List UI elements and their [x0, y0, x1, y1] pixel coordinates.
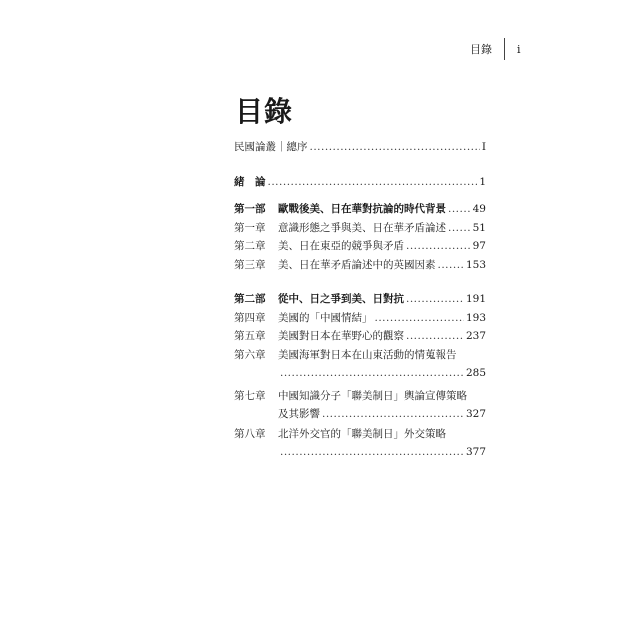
toc-entry-part-1[interactable]	[234, 204, 486, 215]
entry-page: 237	[465, 330, 486, 342]
entry-title: 美、日在華矛盾論述中的英國因素	[278, 258, 436, 271]
entry-page: 193	[465, 311, 486, 324]
entry-title: 從中、日之爭到美、日對抗	[278, 293, 404, 305]
entry-page: 153	[465, 258, 486, 271]
entry-number: 第一章	[234, 221, 266, 234]
entry-page: 327	[465, 408, 486, 420]
entry-label: 民國論叢｜總序	[234, 141, 308, 153]
dot-leader	[268, 177, 478, 188]
dot-leader	[310, 142, 480, 153]
toc-entry-chapter-5[interactable]	[234, 331, 486, 342]
toc-entry-chapter-6[interactable]	[234, 350, 486, 361]
toc-entry-series-preface[interactable]	[234, 142, 486, 153]
toc-entry-chapter-8-page-line[interactable]	[234, 447, 486, 458]
dot-leader	[406, 331, 464, 342]
entry-title: 北洋外交官的「聯美制日」外交策略	[278, 427, 446, 440]
toc-entry-chapter-3[interactable]	[234, 260, 486, 271]
header-title: 目錄	[470, 43, 492, 56]
entry-number: 第六章	[234, 348, 266, 361]
entry-page: 49	[472, 203, 486, 215]
entry-page: 377	[465, 446, 486, 458]
entry-number: 第一部	[234, 203, 266, 215]
dot-leader	[406, 241, 471, 252]
header-page-number: i	[517, 42, 521, 56]
entry-title: 美國對日本在華野心的觀察	[278, 330, 404, 342]
toc-entry-chapter-2[interactable]	[234, 241, 486, 252]
entry-page: 191	[465, 293, 486, 305]
entry-title: 歐戰後美、日在華對抗論的時代背景	[278, 203, 446, 215]
header-divider	[504, 38, 505, 60]
entry-page: I	[481, 141, 486, 153]
entry-title: 意識形態之爭與美、日在華矛盾論述	[278, 221, 446, 234]
entry-number: 第八章	[234, 427, 266, 440]
dot-leader	[280, 368, 464, 379]
toc-entry-introduction[interactable]	[234, 177, 486, 188]
toc-entry-chapter-4[interactable]	[234, 313, 486, 324]
dot-leader	[280, 447, 464, 458]
toc-entry-chapter-8[interactable]	[234, 429, 486, 440]
table-of-contents	[234, 138, 486, 458]
entry-number: 第二部	[234, 293, 266, 305]
entry-number: 第七章	[234, 389, 266, 402]
entry-page: 51	[472, 221, 486, 234]
toc-entry-chapter-6-page-line[interactable]	[234, 368, 486, 379]
entry-page: 285	[465, 367, 486, 379]
dot-leader	[322, 409, 464, 420]
dot-leader	[406, 294, 464, 305]
entry-number: 第五章	[234, 330, 266, 342]
dot-leader	[438, 260, 464, 271]
running-header	[470, 38, 521, 60]
entry-number: 第三章	[234, 258, 266, 271]
dot-leader	[448, 223, 471, 234]
entry-title: 美國的「中國情結」	[278, 311, 373, 324]
entry-label: 緒 論	[234, 175, 266, 188]
entry-title-continued: 及其影響	[278, 408, 320, 420]
dot-leader	[448, 204, 471, 215]
toc-entry-chapter-7[interactable]	[234, 391, 486, 402]
entry-title: 美、日在東亞的競爭與矛盾	[278, 240, 404, 252]
entry-title: 美國海軍對日本在山東活動的情蒐報告	[278, 348, 457, 361]
entry-page: 1	[479, 175, 486, 188]
toc-entry-chapter-7-continued[interactable]	[234, 409, 486, 420]
entry-title: 中國知識分子「聯美制日」輿論宣傳策略	[278, 389, 467, 402]
toc-title: 目錄	[235, 95, 294, 128]
toc-entry-chapter-1[interactable]	[234, 223, 486, 234]
toc-entry-part-2[interactable]	[234, 294, 486, 305]
entry-number: 第四章	[234, 311, 266, 324]
entry-number: 第二章	[234, 240, 266, 252]
dot-leader	[375, 313, 464, 324]
entry-page: 97	[472, 240, 486, 252]
